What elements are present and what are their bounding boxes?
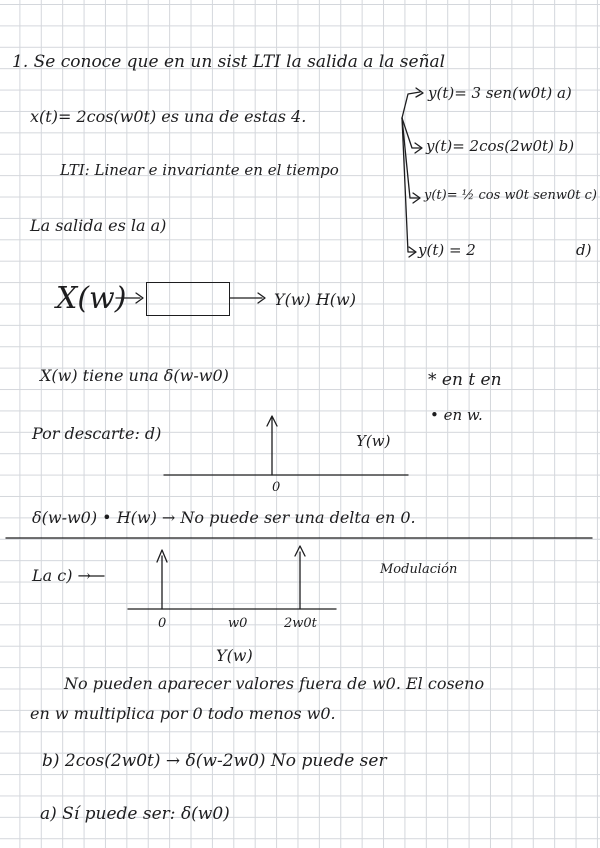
- closing-line4: a) Sí puede ser: δ(w0): [40, 804, 230, 824]
- descarte-yw-label: Y(w): [356, 432, 391, 450]
- tick-w0: w0: [228, 616, 248, 631]
- note-freq-domain: • en w.: [430, 406, 483, 424]
- option-c: y(t)= ½ cos w0t senw0t c): [424, 188, 597, 203]
- descarte-conclusion: δ(w-w0) • H(w) → No puede ser una delta en 0.: [32, 508, 416, 527]
- case-c-yw-label: Y(w): [216, 646, 253, 665]
- option-d-tag: d): [576, 241, 592, 259]
- option-d: y(t) = 2: [418, 241, 476, 259]
- tick-zero: 0: [158, 616, 167, 631]
- case-c-plot: [128, 546, 336, 609]
- closing-line1: No pueden aparecer valores fuera de w0. El coseno: [64, 674, 485, 693]
- case-c-label: La c) →: [32, 566, 91, 585]
- closing-line3: b) 2cos(2w0t) → δ(w-2w0) No puede ser: [42, 751, 387, 771]
- options-bracket: [402, 88, 423, 257]
- answer-statement: La salida es la a): [30, 216, 167, 235]
- xw-observation: X(w) tiene una δ(w-w0): [40, 366, 229, 385]
- note-time-domain: * en t en: [428, 370, 502, 390]
- descarte-plot: [164, 416, 408, 475]
- modulation-label: Modulación: [380, 562, 458, 577]
- problem-statement-line2: x(t)= 2cos(w0t) es una de estas 4.: [30, 107, 307, 126]
- option-a: y(t)= 3 sen(w0t) a): [428, 84, 572, 102]
- tick-2w0t: 2w0t: [284, 616, 317, 631]
- descarte-label: Por descarte: d): [32, 424, 162, 443]
- lti-definition: LTI: Linear e invariante en el tiempo: [60, 161, 339, 179]
- block-diagram-arrows: [116, 293, 265, 303]
- closing-line2: en w multiplica por 0 todo menos w0.: [30, 704, 336, 723]
- option-b: y(t)= 2cos(2w0t) b): [426, 137, 575, 155]
- block-input-label: X(w): [56, 281, 127, 316]
- block-output-label: Y(w) H(w): [274, 290, 356, 309]
- descarte-zero-tick: 0: [272, 480, 281, 495]
- problem-statement-line1: 1. Se conoce que en un sist LTI la salida a la señal: [12, 52, 446, 72]
